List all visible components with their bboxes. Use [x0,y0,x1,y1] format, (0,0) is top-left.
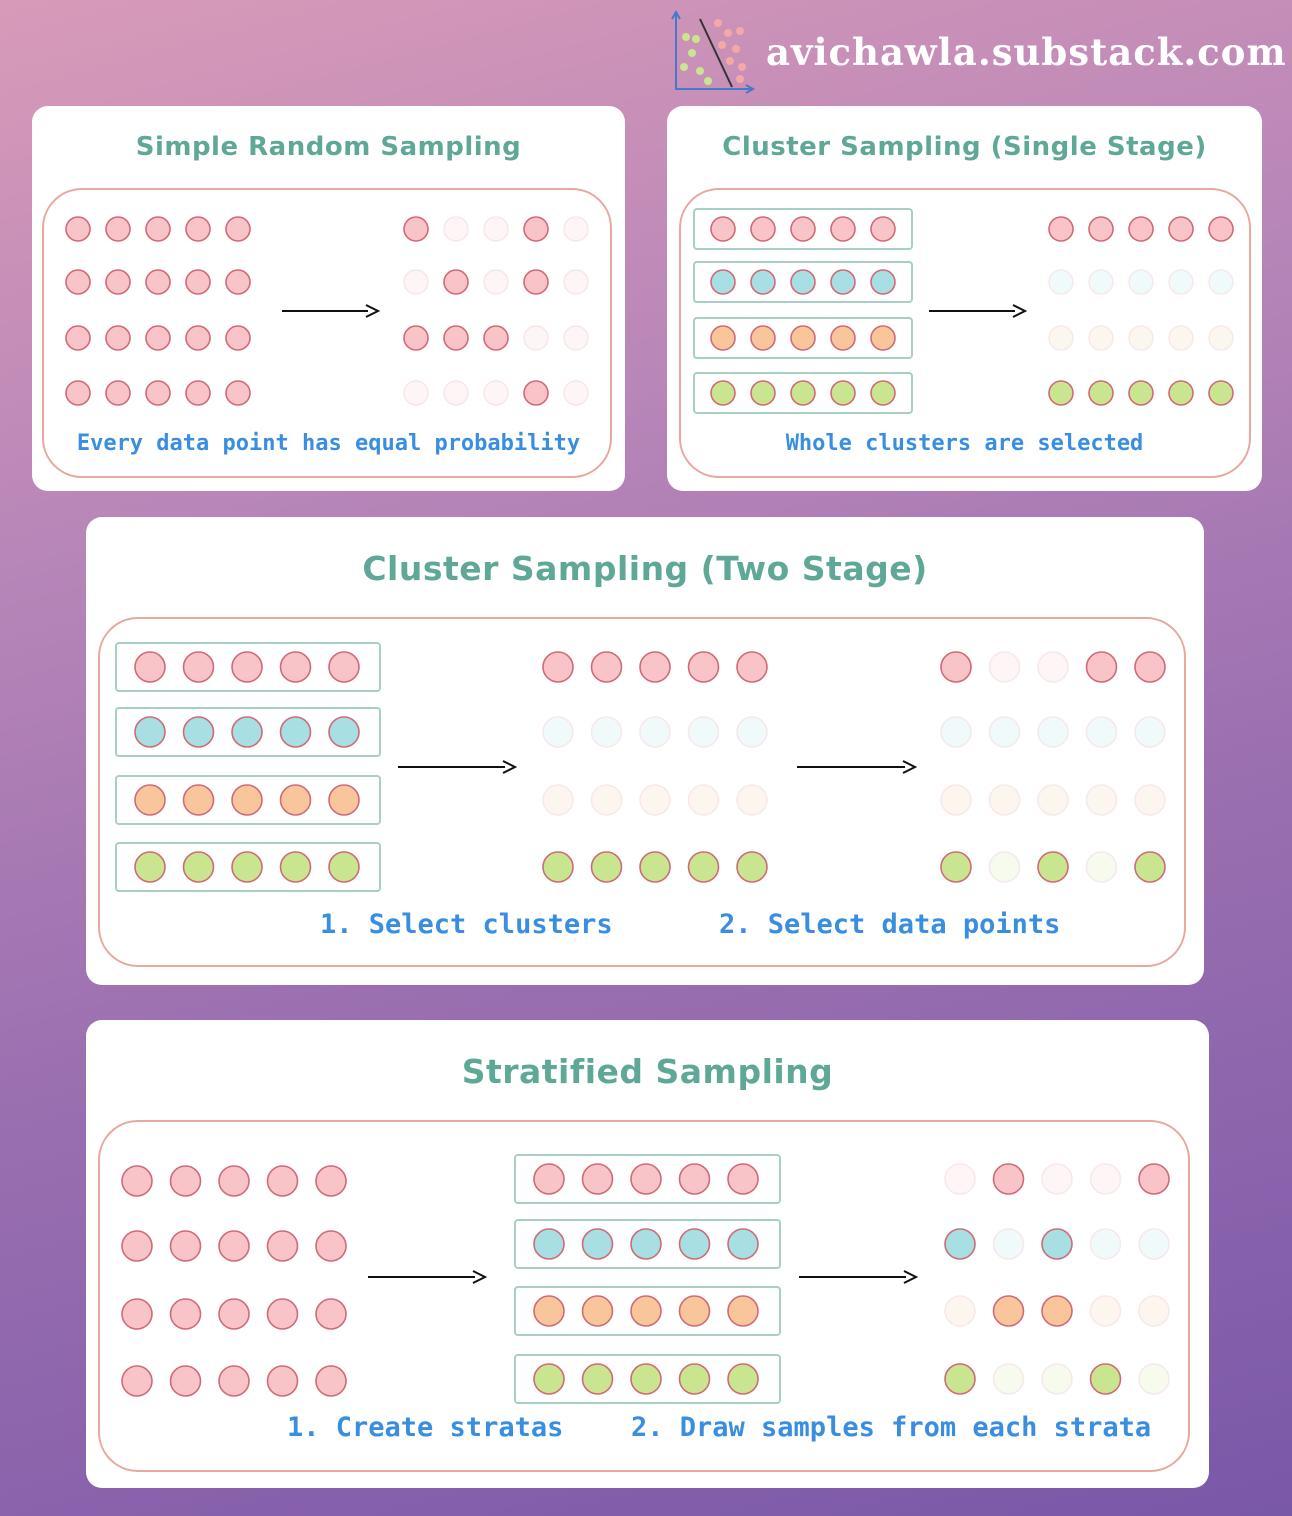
ct-stage1-dot [543,652,573,682]
sr-sample-dot [404,326,428,350]
cs-population-dot [871,326,895,350]
ct-stage1-dot [543,717,573,747]
st-strata-dot [680,1164,710,1194]
ct-stage2-dot [941,717,971,747]
cluster-single-caption: Whole clusters are selected [785,431,1144,456]
ct-population-dot [281,852,311,882]
ct-stage2-dot [1087,852,1117,882]
ct-population-dot [232,852,262,882]
ct-stage2-dot [1038,785,1068,815]
ct-population-dot [281,717,311,747]
cs-population-dot [831,270,855,294]
ct-stage2-dot [990,717,1020,747]
sr-population-dot [226,326,250,350]
cluster-single-title: Cluster Sampling (Single Stage) [722,132,1207,162]
cs-population-dot [831,326,855,350]
cs-sample-dot [1209,270,1233,294]
sr-sample-dot [524,270,548,294]
cs-population-dot [711,326,735,350]
sr-population-dot [186,217,210,241]
st-sample-dot [1139,1296,1169,1326]
ct-stage2-dot [1038,652,1068,682]
ct-stage1-dot [640,717,670,747]
ct-stage2-dot [941,852,971,882]
cs-population-dot [751,270,775,294]
sr-sample-dot [564,381,588,405]
cs-sample-dot [1049,326,1073,350]
cs-population-dot [711,217,735,241]
st-population-dot [171,1166,201,1196]
sr-sample-dot [444,217,468,241]
sr-population-dot [186,381,210,405]
st-strata-dot [583,1229,613,1259]
st-sample-dot [994,1164,1024,1194]
st-sample-dot [994,1364,1024,1394]
ct-stage1-dot [543,785,573,815]
cs-sample-dot [1089,381,1113,405]
st-sample-dot [1091,1296,1121,1326]
sr-population-dot [186,270,210,294]
sr-sample-dot [564,270,588,294]
cs-sample-dot [1209,381,1233,405]
ct-stage2-dot [990,652,1020,682]
st-population-dot [122,1299,152,1329]
st-population-dot [316,1231,346,1261]
cs-sample-dot [1129,381,1153,405]
cs-population-dot [751,381,775,405]
cs-population-dot [871,381,895,405]
st-population-dot [219,1366,249,1396]
ct-population-dot [184,852,214,882]
sr-sample-dot [404,381,428,405]
st-sample-dot [994,1229,1024,1259]
st-strata-dot [680,1229,710,1259]
ct-stage1-dot [543,852,573,882]
cs-sample-dot [1169,381,1193,405]
ct-stage1-dot [640,652,670,682]
sr-population-dot [226,270,250,294]
ct-population-dot [232,652,262,682]
ct-population-dot [281,652,311,682]
cs-population-dot [791,270,815,294]
stratified-caption-1: 1. Create stratas [287,1412,564,1443]
st-strata-dot [534,1364,564,1394]
ct-stage1-dot [689,852,719,882]
sr-population-dot [106,326,130,350]
st-strata-dot [728,1296,758,1326]
cs-sample-dot [1049,381,1073,405]
sr-population-dot [146,217,170,241]
cluster-two-title: Cluster Sampling (Two Stage) [362,549,928,588]
st-population-dot [219,1299,249,1329]
cluster-two-caption-2: 2. Select data points [719,909,1061,940]
sr-population-dot [106,270,130,294]
sr-population-dot [226,217,250,241]
st-strata-dot [631,1164,661,1194]
st-strata-dot [583,1164,613,1194]
sr-sample-dot [564,217,588,241]
cs-sample-dot [1049,217,1073,241]
cs-sample-dot [1049,270,1073,294]
ct-stage2-dot [1087,785,1117,815]
sr-sample-dot [524,326,548,350]
st-sample-dot [1042,1364,1072,1394]
st-population-dot [316,1366,346,1396]
sr-population-dot [146,326,170,350]
ct-population-dot [135,785,165,815]
st-population-dot [171,1366,201,1396]
st-sample-dot [945,1229,975,1259]
sr-population-dot [66,217,90,241]
cs-population-dot [711,270,735,294]
st-sample-dot [1091,1229,1121,1259]
st-sample-dot [1091,1364,1121,1394]
st-strata-dot [728,1229,758,1259]
ct-population-dot [184,785,214,815]
cs-population-dot [751,326,775,350]
cs-population-dot [831,217,855,241]
st-strata-dot [534,1229,564,1259]
cluster-two-caption-1: 1. Select clusters [320,909,613,940]
cs-population-dot [871,270,895,294]
sr-sample-dot [484,217,508,241]
cs-population-dot [711,381,735,405]
st-sample-dot [1091,1164,1121,1194]
brand-text: avichawla.substack.com [766,30,1287,74]
st-sample-dot [1042,1296,1072,1326]
sr-sample-dot [484,381,508,405]
ct-stage1-dot [737,852,767,882]
sr-population-dot [146,381,170,405]
sr-population-dot [186,326,210,350]
ct-stage1-dot [640,852,670,882]
sr-sample-dot [524,217,548,241]
sr-sample-dot [404,270,428,294]
ct-population-dot [232,717,262,747]
sr-population-dot [66,270,90,294]
sr-population-dot [66,326,90,350]
ct-stage2-dot [1087,652,1117,682]
ct-stage2-dot [941,652,971,682]
ct-population-dot [184,652,214,682]
cs-population-dot [871,217,895,241]
sr-sample-dot [484,326,508,350]
cs-sample-dot [1129,326,1153,350]
sr-sample-dot [444,381,468,405]
ct-stage1-dot [640,785,670,815]
st-sample-dot [945,1296,975,1326]
ct-population-dot [135,652,165,682]
st-sample-dot [1139,1229,1169,1259]
cs-population-dot [791,326,815,350]
sr-sample-dot [484,270,508,294]
ct-stage1-dot [592,852,622,882]
cs-population-dot [791,381,815,405]
st-population-dot [122,1366,152,1396]
st-strata-dot [583,1364,613,1394]
st-strata-dot [631,1296,661,1326]
ct-stage1-dot [592,652,622,682]
cs-sample-dot [1089,270,1113,294]
st-sample-dot [1139,1364,1169,1394]
sr-population-dot [226,381,250,405]
ct-stage1-dot [737,785,767,815]
cs-sample-dot [1169,326,1193,350]
ct-population-dot [329,717,359,747]
cs-population-dot [831,381,855,405]
sr-sample-dot [524,381,548,405]
cs-sample-dot [1129,270,1153,294]
ct-stage2-dot [1038,852,1068,882]
ct-population-dot [135,717,165,747]
st-population-dot [219,1166,249,1196]
cs-sample-dot [1169,270,1193,294]
ct-population-dot [135,852,165,882]
sr-sample-dot [444,326,468,350]
sr-sample-dot [444,270,468,294]
ct-stage2-dot [1087,717,1117,747]
st-strata-dot [680,1364,710,1394]
ct-stage2-dot [941,785,971,815]
st-population-dot [171,1231,201,1261]
sr-population-dot [66,381,90,405]
simple-random-title: Simple Random Sampling [135,132,522,162]
cs-sample-dot [1129,217,1153,241]
ct-population-dot [184,717,214,747]
st-strata-dot [534,1164,564,1194]
st-population-dot [268,1166,298,1196]
ct-stage1-dot [592,785,622,815]
st-population-dot [268,1231,298,1261]
st-sample-dot [1042,1164,1072,1194]
ct-population-dot [232,785,262,815]
st-population-dot [316,1166,346,1196]
st-strata-dot [631,1364,661,1394]
st-strata-dot [728,1364,758,1394]
st-sample-dot [1139,1164,1169,1194]
stratified-caption-2: 2. Draw samples from each strata [631,1412,1152,1443]
ct-stage2-dot [990,852,1020,882]
st-strata-dot [728,1164,758,1194]
ct-stage2-dot [990,785,1020,815]
cs-sample-dot [1209,217,1233,241]
ct-stage1-dot [737,652,767,682]
st-sample-dot [945,1364,975,1394]
ct-stage1-dot [689,717,719,747]
cs-sample-dot [1209,326,1233,350]
cs-population-dot [751,217,775,241]
st-strata-dot [680,1296,710,1326]
ct-population-dot [329,652,359,682]
st-population-dot [316,1299,346,1329]
st-population-dot [268,1366,298,1396]
st-strata-dot [534,1296,564,1326]
ct-stage2-dot [1135,785,1165,815]
cs-population-dot [791,217,815,241]
st-sample-dot [945,1164,975,1194]
ct-stage2-dot [1038,717,1068,747]
stratified-title: Stratified Sampling [461,1052,834,1091]
sr-sample-dot [404,217,428,241]
cs-sample-dot [1169,217,1193,241]
simple-random-caption: Every data point has equal probability [76,431,581,456]
st-population-dot [122,1231,152,1261]
st-population-dot [219,1231,249,1261]
st-strata-dot [583,1296,613,1326]
st-sample-dot [994,1296,1024,1326]
sr-population-dot [106,381,130,405]
st-strata-dot [631,1229,661,1259]
cs-sample-dot [1089,217,1113,241]
sr-population-dot [106,217,130,241]
st-population-dot [122,1166,152,1196]
st-sample-dot [1042,1229,1072,1259]
ct-stage2-dot [1135,652,1165,682]
ct-stage1-dot [592,717,622,747]
ct-population-dot [329,785,359,815]
st-population-dot [171,1299,201,1329]
ct-population-dot [281,785,311,815]
sr-sample-dot [564,326,588,350]
ct-stage1-dot [689,785,719,815]
ct-stage1-dot [737,717,767,747]
ct-stage1-dot [689,652,719,682]
sr-population-dot [146,270,170,294]
ct-population-dot [329,852,359,882]
ct-stage2-dot [1135,717,1165,747]
st-population-dot [268,1299,298,1329]
cs-sample-dot [1089,326,1113,350]
ct-stage2-dot [1135,852,1165,882]
